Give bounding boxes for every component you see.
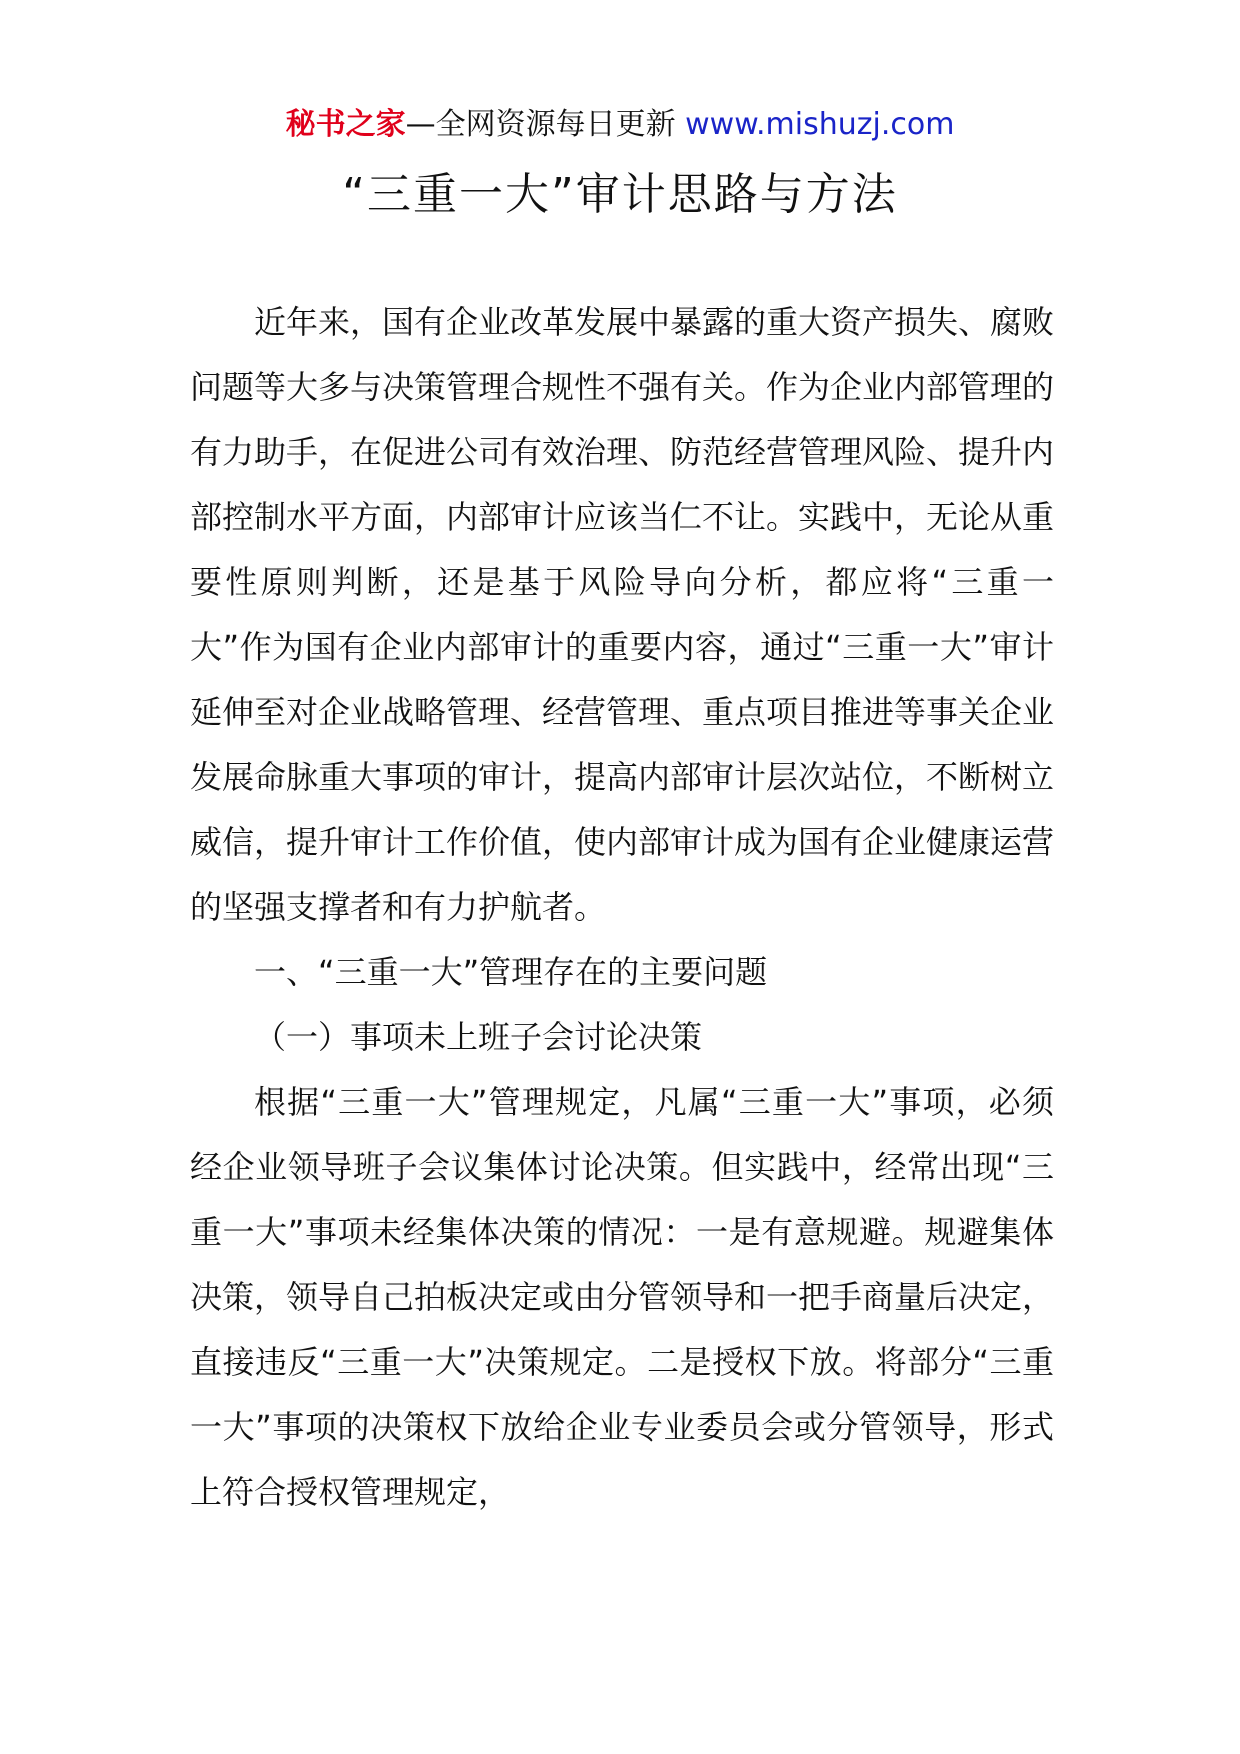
- document-title: “三重一大”审计思路与方法: [342, 169, 898, 220]
- subsection-heading-1-1: （一）事项未上班子会讨论决策: [254, 1018, 703, 1056]
- page-header: [0, 100, 1240, 150]
- header-tagline: —全网资源每日更新: [405, 107, 686, 142]
- paragraph-section-1-1: 根据“三重一大”管理规定，凡属“三重一大”事项，必须经企业领导班子会议集体讨论决策。但实践中，经常出现“三重一大”事项未经集体决策的情况：一是有意规避。规避集体决策，领导自己拍板决定或由分管领导和一把手商量后决定，直接违反“三重一大”决策规定。二是授权下放。将部分“三重一大”事项的决策权下放给企业专业委员会或分管领导，形式上符合授权管理规定，: [190, 1083, 1055, 1511]
- document-body: [190, 290, 1054, 1525]
- paragraph-intro: 近年来，国有企业改革发展中暴露的重大资产损失、腐败问题等大多与决策管理合规性不强有关。作为企业内部管理的有力助手，在促进公司有效治理、防范经营管理风险、提升内部控制水平方面，内部审计应该当仁不让。实践中，无论从重要性原则判断，还是基于风险导向分析，都应将“三重一大”作为国有企业内部审计的重要内容，通过“三重一大”审计延伸至对企业战略管理、经营管理、重点项目推进等事关企业发展命脉重大事项的审计，提高内部审计层次站位，不断树立威信，提升审计工作价值，使内部审计成为国有企业健康运营的坚强支撑者和有力护航者。: [190, 303, 1055, 926]
- website-url: www.mishuzj.com: [685, 107, 955, 142]
- section-heading-1: 一、“三重一大”管理存在的主要问题: [254, 953, 768, 991]
- brand-name: 秘书之家: [285, 107, 406, 142]
